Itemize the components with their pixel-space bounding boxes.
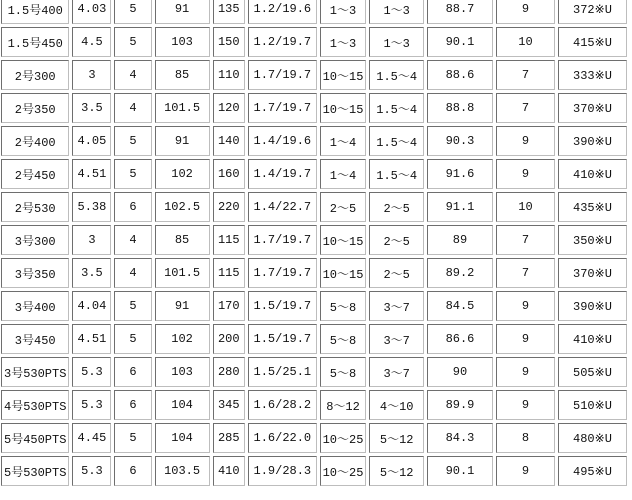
- table-cell: 1.5～4: [369, 60, 424, 90]
- table-cell: 1～4: [320, 126, 367, 156]
- table-cell: 4.04: [72, 291, 111, 321]
- table-cell: 3～7: [369, 291, 424, 321]
- table-cell: 88.6: [427, 60, 493, 90]
- table-cell: 345: [213, 390, 246, 420]
- table-cell: 7: [496, 225, 555, 255]
- table-row: [1, 225, 627, 255]
- table-cell: 5.38: [72, 192, 111, 222]
- table-cell: 3.5: [72, 258, 111, 288]
- table-cell: 3～7: [369, 357, 424, 387]
- table-cell: 101.5: [155, 258, 210, 288]
- table-cell: 4: [114, 93, 151, 123]
- table-cell: 10～15: [320, 93, 367, 123]
- table-cell: 1.6/22.0: [248, 423, 317, 453]
- table-cell: 4.45: [72, 423, 111, 453]
- table-cell: 135: [213, 0, 246, 24]
- table-row: [1, 192, 627, 222]
- table-cell: 1.7/19.7: [248, 60, 317, 90]
- table-row: [1, 456, 627, 486]
- table-cell: 140: [213, 126, 246, 156]
- table-cell: 2号450: [1, 159, 69, 189]
- table-cell: 1.9/28.3: [248, 456, 317, 486]
- table-cell: 10～25: [320, 456, 367, 486]
- table-cell: 1.2/19.7: [248, 27, 317, 57]
- table-cell: 9: [496, 0, 555, 24]
- table-cell: 4.51: [72, 324, 111, 354]
- table-cell: 8: [496, 423, 555, 453]
- table-row: [1, 324, 627, 354]
- table-cell: 7: [496, 258, 555, 288]
- table-cell: 6: [114, 357, 151, 387]
- table-cell: 1.5号450: [1, 27, 69, 57]
- table-cell: 4号530PTS: [1, 390, 69, 420]
- table-cell: 9: [496, 126, 555, 156]
- table-cell: 5: [114, 0, 151, 24]
- table-cell: 410※U: [558, 159, 627, 189]
- table-cell: 1.4/22.7: [248, 192, 317, 222]
- table-cell: 1.7/19.7: [248, 225, 317, 255]
- table-cell: 5: [114, 324, 151, 354]
- table-cell: 390※U: [558, 291, 627, 321]
- table-cell: 5: [114, 423, 151, 453]
- table-cell: 1～3: [320, 27, 367, 57]
- table-cell: 350※U: [558, 225, 627, 255]
- table-cell: 495※U: [558, 456, 627, 486]
- table-cell: 10～15: [320, 225, 367, 255]
- table-cell: 2号350: [1, 93, 69, 123]
- table-cell: 8～12: [320, 390, 367, 420]
- table-cell: 9: [496, 390, 555, 420]
- table-cell: 1～4: [320, 159, 367, 189]
- table-cell: 115: [213, 258, 246, 288]
- table-cell: 4: [114, 60, 151, 90]
- table-cell: 84.5: [427, 291, 493, 321]
- table-cell: 1.5～4: [369, 126, 424, 156]
- table-cell: 3号530PTS: [1, 357, 69, 387]
- table-cell: 2～5: [369, 192, 424, 222]
- table-cell: 10～15: [320, 258, 367, 288]
- table-cell: 91.1: [427, 192, 493, 222]
- table-cell: 220: [213, 192, 246, 222]
- table-cell: 6: [114, 456, 151, 486]
- table-cell: 10～25: [320, 423, 367, 453]
- table-cell: 200: [213, 324, 246, 354]
- table-row: [1, 291, 627, 321]
- table-cell: 2～5: [369, 258, 424, 288]
- table-cell: 4: [114, 225, 151, 255]
- table-cell: 104: [155, 390, 210, 420]
- table-cell: 5～8: [320, 291, 367, 321]
- table-cell: 5: [114, 291, 151, 321]
- table-cell: 5号530PTS: [1, 456, 69, 486]
- table-cell: 1.5/25.1: [248, 357, 317, 387]
- table-cell: 3号450: [1, 324, 69, 354]
- table-cell: 9: [496, 324, 555, 354]
- table-cell: 1.4/19.7: [248, 159, 317, 189]
- table-cell: 1.7/19.7: [248, 258, 317, 288]
- table-cell: 5～8: [320, 324, 367, 354]
- table-cell: 5号450PTS: [1, 423, 69, 453]
- table-cell: 5: [114, 126, 151, 156]
- table-cell: 89.9: [427, 390, 493, 420]
- table-cell: 1.5/19.7: [248, 291, 317, 321]
- table-cell: 3号300: [1, 225, 69, 255]
- table-cell: 103: [155, 27, 210, 57]
- table-cell: 115: [213, 225, 246, 255]
- table-cell: 1.7/19.7: [248, 93, 317, 123]
- table-cell: 9: [496, 291, 555, 321]
- table-cell: 85: [155, 225, 210, 255]
- table-cell: 390※U: [558, 126, 627, 156]
- table-cell: 1.4/19.6: [248, 126, 317, 156]
- table-cell: 285: [213, 423, 246, 453]
- table-cell: 5～8: [320, 357, 367, 387]
- table-cell: 101.5: [155, 93, 210, 123]
- table-cell: 1.5～4: [369, 93, 424, 123]
- table-cell: 88.8: [427, 93, 493, 123]
- table-cell: 1～3: [369, 27, 424, 57]
- table-cell: 9: [496, 159, 555, 189]
- table-cell: 10: [496, 192, 555, 222]
- table-cell: 90.1: [427, 456, 493, 486]
- table-cell: 5～12: [369, 456, 424, 486]
- table-cell: 3号400: [1, 291, 69, 321]
- table-cell: 435※U: [558, 192, 627, 222]
- table-cell: 6: [114, 390, 151, 420]
- table-cell: 10～15: [320, 60, 367, 90]
- table-cell: 110: [213, 60, 246, 90]
- table-row: [1, 126, 627, 156]
- table-cell: 410: [213, 456, 246, 486]
- table-cell: 4: [114, 258, 151, 288]
- table-cell: 90.3: [427, 126, 493, 156]
- table-cell: 120: [213, 93, 246, 123]
- table-cell: 3: [72, 60, 111, 90]
- table-row: [1, 27, 627, 57]
- table-cell: 104: [155, 423, 210, 453]
- table-cell: 89.2: [427, 258, 493, 288]
- table-cell: 2号400: [1, 126, 69, 156]
- table-cell: 3号350: [1, 258, 69, 288]
- table-cell: 5: [114, 159, 151, 189]
- table-cell: 91: [155, 126, 210, 156]
- table-cell: 90.1: [427, 27, 493, 57]
- table-cell: 89: [427, 225, 493, 255]
- table-cell: 370※U: [558, 258, 627, 288]
- table-cell: 415※U: [558, 27, 627, 57]
- table-cell: 1.2/19.6: [248, 0, 317, 24]
- table-cell: 3: [72, 225, 111, 255]
- table-cell: 90: [427, 357, 493, 387]
- table-row: [1, 60, 627, 90]
- table-cell: 2号530: [1, 192, 69, 222]
- spec-table-body: [1, 0, 627, 486]
- table-cell: 2号300: [1, 60, 69, 90]
- table-cell: 91: [155, 0, 210, 24]
- table-cell: 5～12: [369, 423, 424, 453]
- table-cell: 5.3: [72, 390, 111, 420]
- table-cell: 102: [155, 159, 210, 189]
- table-cell: 510※U: [558, 390, 627, 420]
- table-cell: 1.5/19.7: [248, 324, 317, 354]
- table-cell: 7: [496, 93, 555, 123]
- table-cell: 2～5: [369, 225, 424, 255]
- table-cell: 9: [496, 456, 555, 486]
- table-cell: 9: [496, 357, 555, 387]
- table-cell: 84.3: [427, 423, 493, 453]
- table-cell: 1.5～4: [369, 159, 424, 189]
- table-cell: 4.5: [72, 27, 111, 57]
- table-cell: 480※U: [558, 423, 627, 453]
- table-cell: 4～10: [369, 390, 424, 420]
- table-cell: 5.3: [72, 357, 111, 387]
- table-row: [1, 159, 627, 189]
- table-cell: 4.05: [72, 126, 111, 156]
- table-cell: 7: [496, 60, 555, 90]
- table-row: [1, 357, 627, 387]
- table-cell: 6: [114, 192, 151, 222]
- table-cell: 102.5: [155, 192, 210, 222]
- table-row: [1, 423, 627, 453]
- table-cell: 102: [155, 324, 210, 354]
- table-cell: 1～3: [369, 0, 424, 24]
- table-cell: 1～3: [320, 0, 367, 24]
- table-cell: 150: [213, 27, 246, 57]
- table-row: [1, 0, 627, 24]
- table-cell: 86.6: [427, 324, 493, 354]
- table-cell: 5.3: [72, 456, 111, 486]
- table-cell: 3.5: [72, 93, 111, 123]
- table-cell: 4.03: [72, 0, 111, 24]
- table-cell: 85: [155, 60, 210, 90]
- table-cell: 103.5: [155, 456, 210, 486]
- table-cell: 2～5: [320, 192, 367, 222]
- table-cell: 410※U: [558, 324, 627, 354]
- table-cell: 91: [155, 291, 210, 321]
- table-cell: 505※U: [558, 357, 627, 387]
- table-cell: 370※U: [558, 93, 627, 123]
- table-row: [1, 390, 627, 420]
- table-cell: 1.6/28.2: [248, 390, 317, 420]
- table-cell: 88.7: [427, 0, 493, 24]
- table-cell: 3～7: [369, 324, 424, 354]
- table-cell: 280: [213, 357, 246, 387]
- table-cell: 372※U: [558, 0, 627, 24]
- table-row: [1, 93, 627, 123]
- table-cell: 5: [114, 27, 151, 57]
- table-row: [1, 258, 627, 288]
- table-cell: 4.51: [72, 159, 111, 189]
- table-cell: 333※U: [558, 60, 627, 90]
- table-cell: 103: [155, 357, 210, 387]
- table-cell: 1.5号400: [1, 0, 69, 24]
- table-cell: 160: [213, 159, 246, 189]
- table-cell: 10: [496, 27, 555, 57]
- table-cell: 91.6: [427, 159, 493, 189]
- table-cell: 170: [213, 291, 246, 321]
